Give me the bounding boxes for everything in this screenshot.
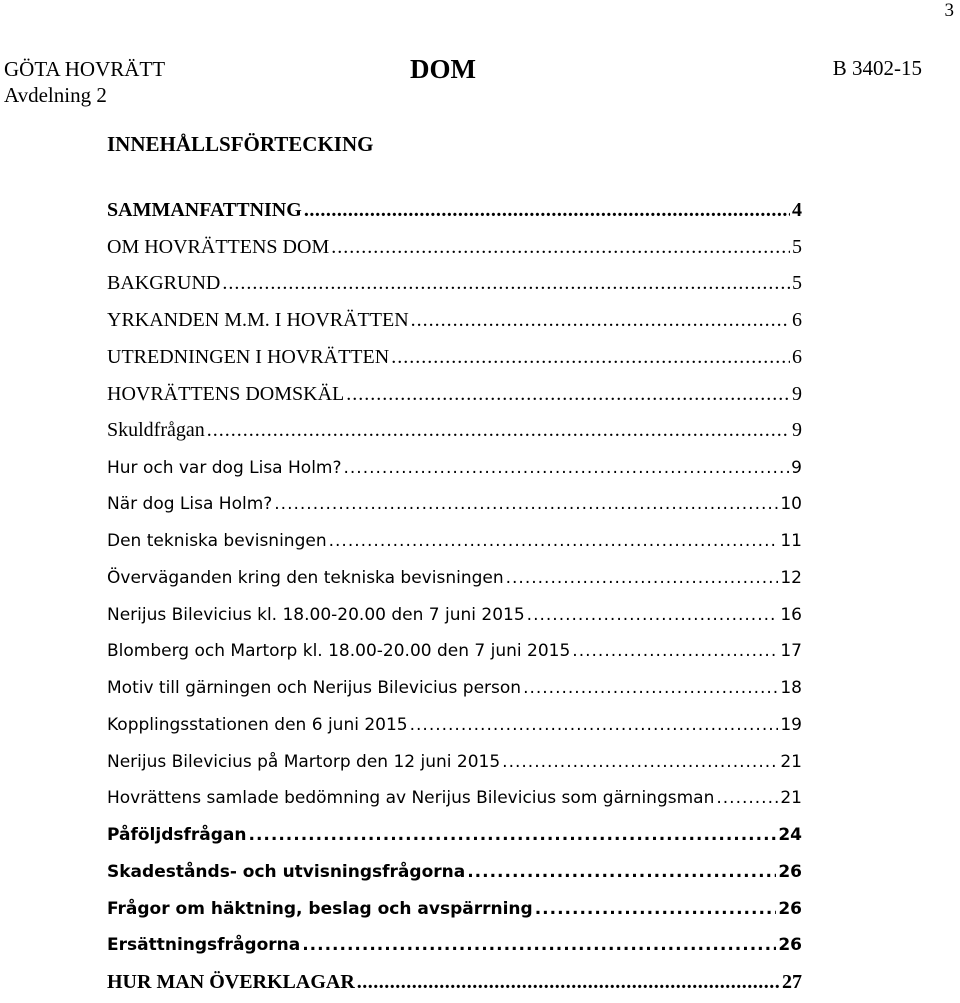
toc-leader: [535, 899, 777, 919]
toc-leader: [344, 458, 790, 478]
toc-entry-page: 4: [792, 198, 802, 221]
toc-leader: [357, 971, 780, 994]
toc-entry-title: Kopplingsstationen den 6 juni 2015: [107, 714, 408, 735]
toc-entry[interactable]: [107, 560, 802, 597]
toc-entry[interactable]: [107, 633, 802, 670]
toc-entry-page: 10: [780, 494, 802, 515]
header-left: [4, 56, 165, 108]
court-name: GÖTA HOVRÄTT: [4, 57, 166, 81]
toc-entry-title: HUR MAN ÖVERKLAGAR: [107, 970, 355, 993]
toc-entry-page: 26: [778, 898, 802, 919]
toc-entry-title: Nerijus Bilevicius på Martorp den 12 juni 2015: [107, 751, 501, 772]
toc-entry[interactable]: [107, 486, 802, 523]
toc-entry-title: Blomberg och Martorp kl. 18.00-20.00 den 7 juni 2015: [107, 641, 571, 662]
toc-entry-title: YRKANDEN M.M. I HOVRÄTTEN: [107, 309, 409, 332]
toc-entry-page: 6: [792, 345, 802, 368]
toc-entry[interactable]: [107, 413, 802, 450]
table-of-contents: [107, 192, 802, 1001]
page-number: 3: [944, 0, 954, 21]
toc-leader: [222, 272, 790, 295]
toc-entry[interactable]: [107, 780, 802, 817]
toc-leader: [716, 788, 778, 808]
toc-entry-page: 18: [780, 678, 802, 699]
toc-entry-page: 6: [792, 309, 802, 332]
toc-leader: [410, 715, 779, 735]
toc-leader: [523, 678, 778, 698]
toc-entry-page: 9: [792, 419, 802, 442]
toc-entry-page: 17: [780, 641, 802, 662]
toc-entry-title: Påföljdsfrågan: [107, 825, 247, 846]
toc-entry-title: UTREDNINGEN I HOVRÄTTEN: [107, 345, 390, 368]
toc-leader: [249, 825, 777, 845]
toc-entry[interactable]: [107, 192, 802, 229]
toc-entry-page: 5: [792, 272, 802, 295]
toc-entry-page: 26: [778, 861, 802, 882]
toc-entry-page: 5: [792, 235, 802, 258]
toc-leader: [207, 419, 790, 442]
toc-entry-page: 27: [782, 970, 802, 993]
toc-entry-title: Hur och var dog Lisa Holm?: [107, 457, 342, 478]
toc-leader: [331, 236, 790, 259]
toc-entry-title: Motiv till gärningen och Nerijus Bilevicius person: [107, 678, 522, 699]
toc-entry[interactable]: [107, 927, 802, 964]
toc-entry-page: 11: [780, 531, 802, 552]
toc-entry-title: Skuldfrågan: [107, 419, 205, 442]
toc-entry-page: 24: [778, 825, 802, 846]
toc-leader: [506, 568, 779, 588]
toc-entry-page: 16: [780, 604, 802, 625]
case-number: B 3402-15: [832, 56, 922, 80]
toc-entry[interactable]: [107, 890, 802, 927]
toc-entry-title: När dog Lisa Holm?: [107, 494, 273, 515]
toc-entry-page: 26: [778, 935, 802, 956]
toc-entry-title: Skadestånds- och utvisningsfrågorna: [107, 861, 466, 882]
toc-leader: [274, 494, 778, 514]
toc-entry-page: 21: [780, 751, 802, 772]
toc-entry-title: Den tekniska bevisningen: [107, 531, 327, 552]
toc-entry[interactable]: [107, 670, 802, 707]
toc-entry-title: SAMMANFATTNING: [107, 198, 302, 221]
toc-entry-title: Ersättningsfrågorna: [107, 935, 301, 956]
toc-entry-page: 19: [780, 714, 802, 735]
toc-entry[interactable]: [107, 596, 802, 633]
toc-entry[interactable]: [107, 743, 802, 780]
toc-entry-page: 9: [791, 457, 802, 478]
toc-entry-title: Nerijus Bilevicius kl. 18.00-20.00 den 7 juni 2015: [107, 604, 525, 625]
toc-entry[interactable]: [107, 707, 802, 744]
toc-leader: [527, 605, 779, 625]
toc-leader: [329, 531, 779, 551]
toc-leader: [302, 935, 776, 955]
toc-leader: [304, 199, 790, 222]
toc-entry[interactable]: [107, 449, 802, 486]
toc-entry-page: 12: [780, 567, 802, 588]
toc-entry-title: Frågor om häktning, beslag och avspärrning: [107, 898, 533, 919]
toc-leader: [391, 346, 790, 369]
toc-leader: [572, 641, 778, 661]
toc-title: INNEHÅLLSFÖRTECKING: [107, 132, 374, 156]
toc-entry-title: OM HOVRÄTTENS DOM: [107, 235, 330, 258]
toc-entry[interactable]: [107, 266, 802, 303]
toc-entry[interactable]: [107, 523, 802, 560]
toc-entry-title: BAKGRUND: [107, 272, 221, 295]
toc-entry[interactable]: [107, 376, 802, 413]
toc-entry[interactable]: [107, 302, 802, 339]
toc-entry[interactable]: [107, 229, 802, 266]
toc-entry[interactable]: [107, 964, 802, 1001]
toc-entry-title: Hovrättens samlade bedömning av Nerijus Bilevicius som gärningsman: [107, 788, 715, 809]
toc-leader: [467, 862, 776, 882]
toc-entry-page: 21: [780, 788, 802, 809]
toc-entry[interactable]: [107, 817, 802, 854]
toc-entry-title: HOVRÄTTENS DOMSKÄL: [107, 382, 345, 405]
court-division: Avdelning 2: [4, 83, 107, 107]
toc-entry[interactable]: [107, 339, 802, 376]
document-type: DOM: [410, 54, 476, 84]
toc-entry-title: Överväganden kring den tekniska bevisningen: [107, 567, 504, 588]
toc-entry-page: 9: [792, 382, 802, 405]
toc-entry[interactable]: [107, 854, 802, 891]
toc-leader: [411, 309, 790, 332]
toc-leader: [346, 383, 790, 406]
toc-leader: [502, 752, 778, 772]
